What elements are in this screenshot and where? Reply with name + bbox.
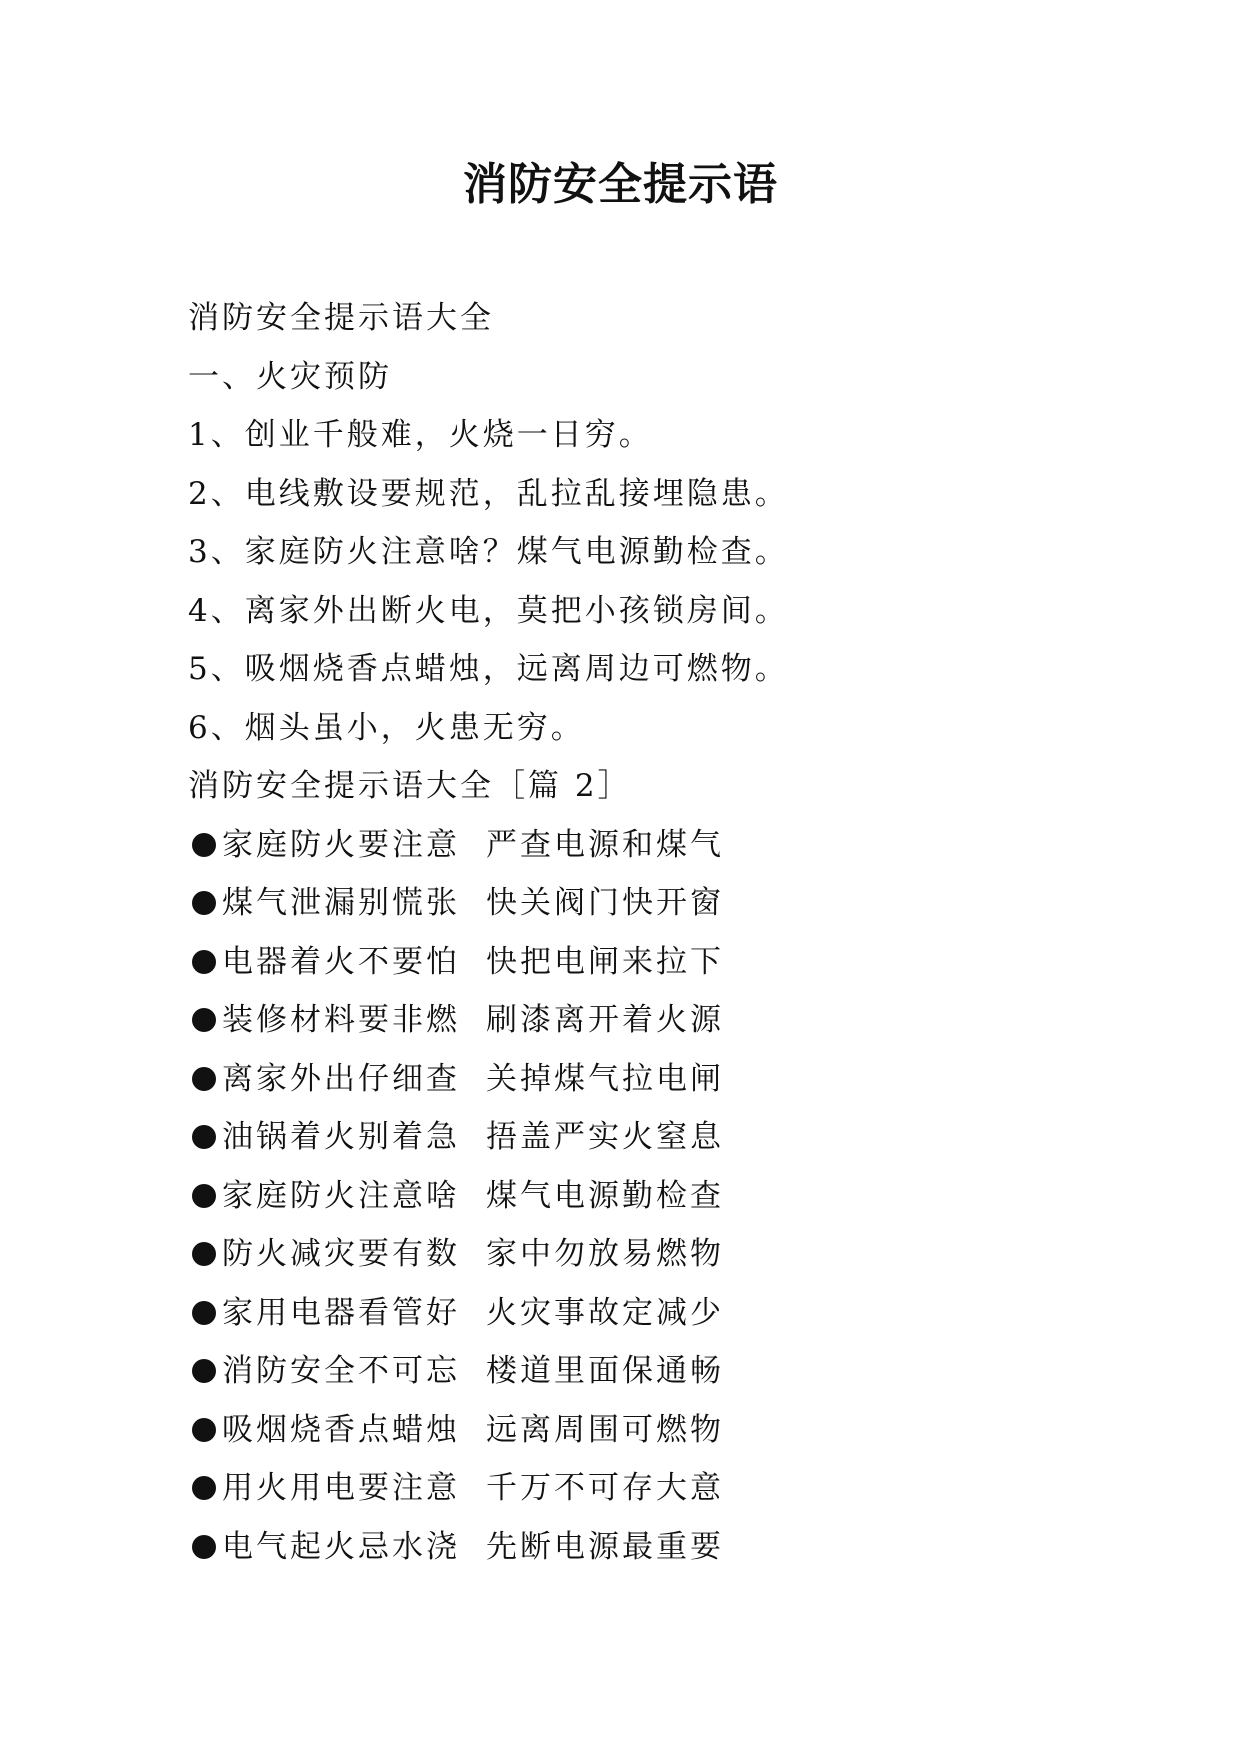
slogan-second-half: 先断电源最重要 [486, 1528, 724, 1565]
slogan-item [188, 1401, 1088, 1460]
slogan-item [188, 1518, 1088, 1577]
slogan-second-half: 关掉煤气拉电闸 [486, 1060, 724, 1097]
slogan-item [188, 1108, 1088, 1167]
slogan-second-half: 火灾事故定减少 [486, 1294, 724, 1331]
slogan-second-half: 煤气电源勤检查 [486, 1177, 724, 1214]
slogan-first-half: 离家外出仔细查 [222, 1060, 460, 1097]
slogan-first-half: 家庭防火注意啥 [222, 1177, 460, 1214]
slogan-second-half: 快关阀门快开窗 [486, 885, 724, 921]
bullet-icon [192, 1301, 216, 1325]
slogan-second-half: 快把电闸来拉下 [486, 943, 724, 980]
slogan-item [188, 1050, 1088, 1109]
slogan-second-half: 千万不可存大意 [486, 1470, 724, 1506]
slogan-item [188, 816, 1088, 875]
slogan-second-half: 捂盖严实火窒息 [486, 1119, 724, 1155]
slogan-item [188, 991, 1088, 1050]
bullet-icon [192, 1008, 216, 1032]
bullet-icon [192, 1125, 216, 1149]
slogan-item [188, 1342, 1088, 1401]
slogan-first-half: 电器着火不要怕 [222, 943, 460, 980]
section-heading: 消防安全提示语大全 [188, 300, 494, 336]
subsection-heading: 一、火灾预防 [188, 358, 392, 395]
slogan-item [188, 874, 1088, 933]
slogan-first-half: 煤气泄漏别慌张 [222, 885, 460, 921]
slogan-second-half: 远离周围可燃物 [486, 1411, 724, 1448]
bullet-icon [192, 891, 216, 915]
slogan-first-half: 吸烟烧香点蜡烛 [222, 1411, 460, 1448]
slogan-item [188, 933, 1088, 992]
numbered-item: 4、离家外出断火电，莫把小孩锁房间。 [188, 592, 789, 629]
bullet-icon [192, 1359, 216, 1383]
bullet-icon [192, 1535, 216, 1559]
slogan-first-half: 家庭防火要注意 [222, 826, 460, 863]
slogan-first-half: 消防安全不可忘 [222, 1353, 460, 1389]
slogan-first-half: 用火用电要注意 [222, 1470, 460, 1506]
bullet-icon [192, 1476, 216, 1500]
slogan-item [188, 1459, 1088, 1518]
bullet-icon [192, 1067, 216, 1091]
slogan-first-half: 装修材料要非燃 [222, 1002, 460, 1038]
document-title: 消防安全提示语 [463, 159, 778, 210]
slogan-first-half: 防火减灾要有数 [222, 1236, 460, 1272]
bullet-icon [192, 1242, 216, 1266]
numbered-item: 2、电线敷设要规范，乱拉乱接埋隐患。 [188, 475, 789, 512]
slogan-item [188, 1284, 1088, 1343]
slogan-item [188, 1167, 1088, 1226]
bullet-icon [192, 1184, 216, 1208]
document-body [188, 289, 1088, 1576]
numbered-item: 5、吸烟烧香点蜡烛，远离周边可燃物。 [188, 651, 789, 687]
numbered-item: 6、烟头虽小，火患无穷。 [188, 709, 585, 746]
bullet-icon [192, 833, 216, 857]
slogan-first-half: 电气起火忌水浇 [222, 1528, 460, 1565]
slogan-second-half: 严查电源和煤气 [486, 826, 724, 863]
bullet-icon [192, 950, 216, 974]
section-heading: 消防安全提示语大全［篇 2］ [188, 768, 632, 804]
slogan-item [188, 1225, 1088, 1284]
numbered-item: 3、家庭防火注意啥？煤气电源勤检查。 [188, 534, 789, 570]
slogan-second-half: 刷漆离开着火源 [486, 1002, 724, 1038]
slogan-second-half: 家中勿放易燃物 [486, 1236, 724, 1272]
bullet-icon [192, 1418, 216, 1442]
slogan-second-half: 楼道里面保通畅 [486, 1353, 724, 1389]
slogan-first-half: 家用电器看管好 [222, 1294, 460, 1331]
slogan-first-half: 油锅着火别着急 [222, 1119, 460, 1155]
numbered-item: 1、创业千般难，火烧一日穷。 [188, 417, 653, 453]
